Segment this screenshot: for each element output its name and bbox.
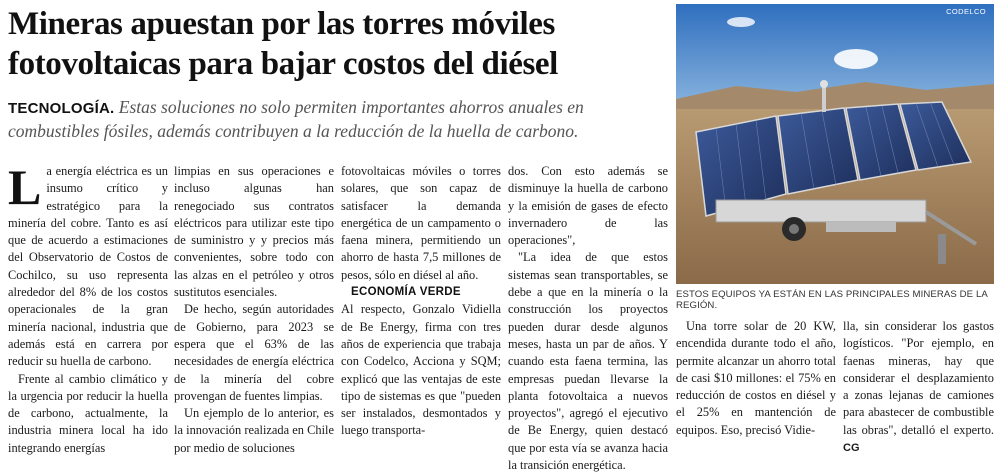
paragraph: De hecho, según autoridades de Gobierno, para 2023 se espera que el 63% de las necesidades de energía eléctrica de la minería del cobre provengan de fuentes limpias. <box>174 302 334 403</box>
paragraph-text: lla, sin considerar los gastos logísticos. "Por ejemplo, en faenas mineras, hay que considerar el desplazamiento a zonas lejanas de camiones para abastecer de combustible las obras", detalló el experto. <box>843 319 994 437</box>
paragraph: Un ejemplo de lo anterior, es la innovación realizada en Chile por medio de soluciones <box>174 406 334 455</box>
paragraph: "La idea de que estos sistemas sean transportables, se debe a que en la minería o la construcción los proyectos pueden durar desde algunos meses, hasta un par de años. Y cuando esta faena termina, las empresas puedan llevarse la planta fotovoltaica a nuevos proyectos", agregó el ejecutivo de Be Energy, quien destacó que por esta vía se avanza hacia la transición energética. <box>508 250 668 473</box>
photo-caption: ESTOS EQUIPOS YA ESTÁN EN LAS PRINCIPALES MINERAS DE LA REGIÓN. <box>676 289 988 311</box>
article-column-3 <box>341 163 501 438</box>
article-column-6 <box>843 318 994 455</box>
paragraph: Al respecto, Gonzalo Vidiella de Be Energy, firma con tres años de experiencia que trabaja con Codelco, Acciona y SQM; explicó que las ventajas de este tipo de sistemas es que "pueden ser instalados, desmontados y luego transporta- <box>341 302 501 438</box>
paragraph <box>8 159 168 371</box>
paragraph: fotovoltaicas móviles o torres solares, que son capaz de satisfacer la demanda energética de un campamento o faena minera, permitiendo un ahorro de hasta 7,5 millones de pesos, sólo en diésel al año. <box>341 164 501 282</box>
paragraph: Una torre solar de 20 KW, encendida durante todo el año, permite alcanzar un ahorro total de casi $10 millones: el 75% en reducción de costos en diésel y el 25% en mantención de equipos. Eso, precisó Vidie- <box>676 319 836 437</box>
dropcap: L <box>8 159 42 215</box>
article-column-1 <box>8 159 168 455</box>
paragraph-text: a energía eléctrica es un insumo crítico y estratégico para la minería del cobre. Tanto es así que de acuerdo a estimaciones del Observatorio de Costos de Cochilco, su uso representa alrededor del 8% de los costos operacionales de la gran minería nacional, industria que además está en carrera por reducir su huella de carbono. <box>8 164 168 369</box>
photo-credit: CODELCO <box>946 7 986 16</box>
paragraph <box>843 318 994 457</box>
paragraph: dos. Con esto además se disminuye la huella de carbono y la emisión de gases de efecto invernadero de las operaciones", <box>508 164 668 248</box>
article-photo <box>676 4 994 284</box>
section-kicker: TECNOLOGÍA. <box>8 100 115 117</box>
paragraph: Frente al cambio climático y la urgencia por reducir la huella de carbono, actualmente, la industria minera local ha ido integrando energías <box>8 371 168 455</box>
deck-text: Estas soluciones no solo permiten importantes ahorros anuales en combustibles fósiles, además contribuyen a la reducción de la huella de carbono. <box>8 97 584 141</box>
solar-tower-illustration <box>676 4 994 284</box>
article-column-4 <box>508 163 668 473</box>
headline: Mineras apuestan por las torres móviles fotovoltaicas para bajar costos del diésel <box>8 6 558 82</box>
author-mark: CG <box>843 442 860 455</box>
paragraph: limpias en sus operaciones e incluso algunas han renegociado sus contratos eléctricos para utilizar este tipo de suministro y y precios más convenientes, sobre todo con las alzas en el petróleo y otros sustitutos esenciales. <box>174 164 334 300</box>
article-column-2 <box>174 163 334 455</box>
article-column-5 <box>676 318 836 437</box>
subhead: ECONOMÍA VERDE <box>351 286 461 299</box>
deck <box>8 96 668 143</box>
